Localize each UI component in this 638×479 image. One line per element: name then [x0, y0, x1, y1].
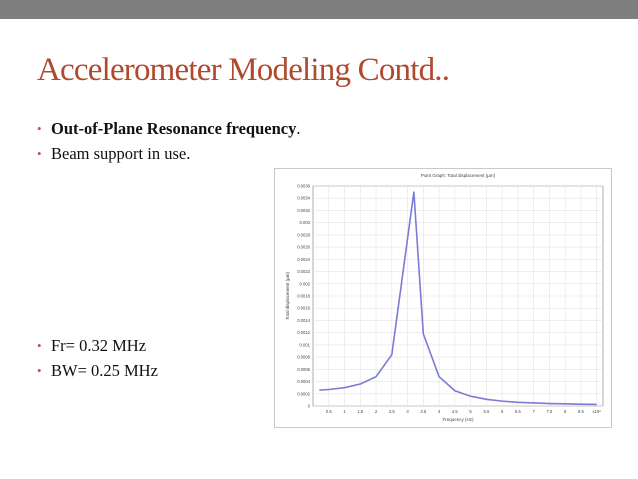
x-tick-label: 4 — [437, 409, 441, 414]
x-tick-label: 1.5 — [357, 409, 364, 414]
chart-title: Point Graph: Total displacement (µm) — [420, 173, 496, 178]
bullet-text: . — [296, 119, 301, 138]
x-tick-label: 5 — [469, 409, 472, 414]
y-axis-label: Total displacement (µm) — [285, 272, 290, 320]
bullet-icon: • — [37, 121, 42, 136]
bullet-bold-text: Out-of-Plane Resonance frequency — [51, 119, 297, 138]
x-tick-label: x10⁵ — [592, 409, 601, 414]
x-tick-label: 2 — [374, 409, 378, 414]
x-tick-label: 1 — [343, 409, 346, 414]
bullet-text: Beam support in use. — [51, 144, 191, 163]
y-tick-label: 0.001 — [299, 342, 310, 348]
bullet-icon: • — [37, 338, 42, 353]
slide-title: Accelerometer Modeling Contd.. — [37, 52, 450, 88]
bullet-text: Fr= 0.32 MHz — [51, 336, 147, 355]
bottom-bullet-list — [37, 333, 158, 383]
x-tick-label: 3 — [406, 409, 409, 414]
x-axis-label: Frequency (Hz) — [442, 417, 474, 422]
bullet-icon: • — [37, 363, 42, 378]
y-tick-label: 0.0016 — [297, 305, 310, 311]
y-tick-label: 0.0028 — [297, 232, 310, 238]
y-tick-label: 0.0026 — [297, 244, 310, 250]
x-tick-label: 8.5 — [578, 409, 584, 414]
x-tick-label: 4.5 — [451, 409, 458, 414]
x-tick-label: 3.5 — [420, 409, 427, 414]
y-tick-label: 0.0024 — [297, 256, 310, 262]
y-tick-label: 0.0032 — [297, 207, 310, 213]
y-tick-label: 0.0008 — [297, 354, 310, 360]
y-tick-label: 0.0034 — [297, 195, 310, 201]
y-tick-label: 0.0006 — [297, 366, 310, 372]
y-tick-label: 0.0014 — [297, 317, 310, 323]
y-tick-label: 0.0002 — [297, 391, 310, 397]
y-tick-label: 0 — [307, 403, 310, 409]
bullet-item — [37, 333, 158, 358]
x-tick-label: 5.5 — [483, 409, 490, 414]
y-tick-label: 0.0018 — [297, 293, 310, 299]
x-tick-label: 2.5 — [388, 409, 395, 414]
bullet-item — [37, 358, 158, 383]
bullet-item — [37, 141, 300, 166]
y-tick-label: 0.0004 — [297, 379, 310, 385]
top-bullet-list — [37, 116, 300, 166]
y-tick-label: 0.0022 — [297, 269, 310, 275]
y-tick-label: 0.0012 — [297, 330, 310, 336]
x-tick-label: 0.5 — [325, 409, 332, 414]
x-tick-label: 6.5 — [514, 409, 521, 414]
bullet-text: BW= 0.25 MHz — [51, 361, 158, 380]
y-tick-label: 0.003 — [299, 220, 310, 226]
displacement-chart — [275, 169, 611, 427]
x-tick-label: 6 — [500, 409, 504, 414]
bullet-icon: • — [37, 146, 42, 161]
top-bar — [0, 0, 638, 19]
chart-frame — [274, 168, 612, 428]
x-tick-label: 8 — [564, 409, 567, 414]
y-tick-label: 0.002 — [299, 281, 310, 287]
bullet-item — [37, 116, 300, 141]
x-tick-label: 7 — [532, 409, 535, 414]
x-tick-label: 7.5 — [546, 409, 553, 414]
y-tick-label: 0.0036 — [297, 183, 310, 189]
